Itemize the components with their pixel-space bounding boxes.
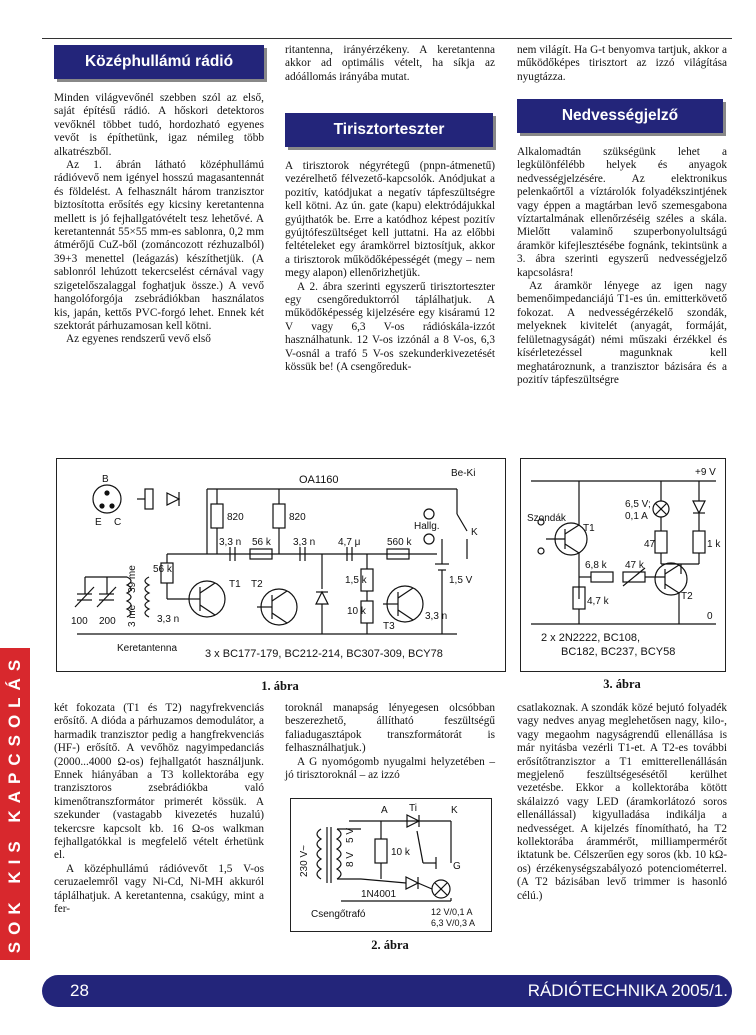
column-1-text bbox=[54, 92, 264, 347]
bottom-column-2-text bbox=[285, 702, 495, 782]
paragraph: A tirisztorok négyrétegű (pnpn-átmenetű) vezérelhető félvezető-kapcsolók. Anódjukat a pozitív, katódjukat a negatív tápfeszültségre kell kötni. Az ún. gate (kapu) elektródájukkal gyújthatók be. Erre a katódhoz képest pozitív gyújtófeszültséget kell juttatni. Ha az előbbi feltételeket egy áramkörrel biztosítjuk, akkor a tirisztorok működőképességét (megy – nem megy alapon) ellenőrizhetjük. bbox=[285, 160, 495, 280]
label-9v: +9 V bbox=[695, 467, 716, 478]
label-r47kb: 4,7 k bbox=[587, 596, 609, 607]
label-types-2: BC182, BC237, BCY58 bbox=[561, 646, 676, 658]
label-r47: 47 bbox=[644, 539, 656, 550]
column-3-text bbox=[517, 146, 727, 387]
section-title-tirisztorteszter: Tirisztorteszter bbox=[285, 113, 493, 147]
label-szondak: Szondák bbox=[527, 513, 566, 524]
label-beki: Be-Ki bbox=[451, 468, 476, 479]
label-5v: 5 V bbox=[345, 827, 356, 843]
paragraph: Minden világvevőnél szebben szól az első, saját építésű rádió. A hőskori detektoros vevőknél többet tudó, hordozható egyenes vevőt is építhetünk, igaz némileg több alkatrészből. bbox=[54, 92, 264, 158]
paragraph: Az 1. ábrán látható középhullámú rádióvevő nem igényel hosszú magasantennát és földelést. A felhasznált három tranzisztor biztosította erősítés egy kicsiny keretantenna mellett is jó fejhallgatóvételt tesz lehetővé. A keretantennát 55×55 mm-es sablonra, 0,2 mm átmérőjű CuZ-ből (zománcozott rézhuzalból) 39+3 menettel (leágazás) készíthetjük. (A sablonról lehúzott tekercselést cérnával vagy szigetelőszalaggal foghatjuk össze.) A vevő hangolóforgója zsebrádiókban használatos kis, japán, kettős PVC-forgó lehet. Ennek két szektorát párhuzamosan kell kötni. bbox=[54, 159, 264, 332]
label-zero: 0 bbox=[707, 611, 713, 622]
column-3-top-text bbox=[517, 44, 727, 84]
label-r15k: 1,5 k bbox=[345, 575, 367, 586]
label-t2: T2 bbox=[251, 579, 263, 590]
label-oa1160: OA1160 bbox=[299, 474, 339, 486]
paragraph: két fokozata (T1 és T2) nagyfrekvenciás erősítő. A dióda a párhuzamos demodulátor, a harmadik tranzisztor pedig a hangfrekvenciás (HF-) erősítő. A vevőhöz nagyimpedanciás (2000...4000 Ω-os) fejhallgatót használjunk. Ennek hiányában a T3 kollektorába egy tranzisztoros zsebrádiókba való kimenőtranszformátor primerét kössük. A szekunder (vastagabb kivezetés huzalú) tekercsre kapcsolt kb. 16 Ω-os walkman fejhallgatókkal is megfelelő vételt érhetünk el. bbox=[54, 702, 264, 862]
label-r68k: 6,8 k bbox=[585, 560, 607, 571]
label-r820a: 820 bbox=[227, 512, 244, 523]
figure-3-schematic bbox=[520, 458, 726, 672]
paragraph: toroknál manapság lényegesen olcsóbban beszerezhető, állítható feszültségű faliadugasztápok transzformátorát is felhasználhatjuk.) bbox=[285, 702, 495, 755]
label-csengotrafo: Csengőtrafó bbox=[311, 909, 366, 920]
label-b: B bbox=[102, 474, 109, 485]
column-2-text bbox=[285, 160, 495, 375]
label-c33d: 3,3 n bbox=[425, 611, 448, 622]
transistor-pinout-icon bbox=[93, 485, 121, 513]
magazine-issue: RÁDIÓTECHNIKA 2005/1. bbox=[527, 981, 728, 1000]
label-r560k: 560 k bbox=[387, 537, 412, 548]
column-2-top-text bbox=[285, 44, 495, 84]
figure-2-caption: 2. ábra bbox=[371, 938, 409, 952]
label-v15: 1,5 V bbox=[449, 575, 473, 586]
label-t1: T1 bbox=[583, 523, 595, 534]
label-r56kb: 56 k bbox=[153, 564, 172, 575]
figure-1-caption: 1. ábra bbox=[261, 679, 299, 693]
label-c: C bbox=[114, 517, 122, 528]
label-c100: 100 bbox=[71, 616, 88, 627]
label-t2: T2 bbox=[681, 591, 693, 602]
label-r820b: 820 bbox=[289, 512, 306, 523]
label-e: E bbox=[95, 517, 102, 528]
label-g: G bbox=[453, 861, 461, 872]
label-lamp-current: 0,1 A bbox=[625, 511, 648, 522]
figure-3-caption: 3. ábra bbox=[603, 677, 641, 691]
section-title-nedvessegjelzo: Nedvességjelző bbox=[517, 99, 723, 133]
figure-2-schematic bbox=[290, 798, 492, 932]
paragraph: Az egyenes rendszerű vevő első bbox=[66, 333, 211, 346]
paragraph: A 2. ábra szerinti egyszerű tirisztorteszter egy csengőreduktorról táplálhatjuk. A működőképesség kijelzésére egy kisáramú 12 V vagy 6,3 V-os rádióskála-izzót használhatunk. 12 V-os izzónál a 8 V-os, 6,3 V-osnál a trafó 5 V-os szekunderkivezetését kössük be! (A csengőreduk- bbox=[285, 280, 495, 374]
label-230v: 230 V~ bbox=[299, 845, 310, 877]
label-c33b: 3,3 n bbox=[293, 537, 316, 548]
sidebar-label: SOK KIS KAPCSOLÁS bbox=[5, 652, 24, 954]
label-lamp-6v: 6,3 V/0,3 A bbox=[431, 918, 476, 928]
label-c47: 4,7 μ bbox=[338, 537, 361, 548]
bottom-column-1-text bbox=[54, 702, 264, 917]
label-3me: 3 me bbox=[127, 604, 138, 627]
label-transistor-types: 3 x BC177-179, BC212-214, BC307-309, BCY78 bbox=[205, 648, 443, 660]
label-8v: 8 V bbox=[345, 851, 356, 867]
paragraph: Alkalomadtán szükségünk lehet a legkülönfélébb helyek és anyagok nedvességjelzésére. Az elektronikus pelenkaőrtől a víztárolók folyadékszintjének vagy éppen a magtárban levő szemesgabona víztartalmának ellenőrzéséig széles a skála. Mielőtt valaminő szuperbonyolultságú áramkör kifejlesztésébe fognánk, tekintsünk a 3. ábra szerinti egyszerű nedvességjelző kapcsolásra! bbox=[517, 146, 727, 279]
paragraph: csatlakoznak. A szondák közé bejutó folyadék vagy nedves anyag meglehetősen nagy, kilo-, vagy megaohm nagyságrendű ellenállása is már nyitásba vezérli T1-et. A T2-es további erősítőtranzisztor a T1 emitterellenállásán megjelenő feszültségesésétől kerülhet vezetésbe. Ekkor a kollektorába kötött skálaizzó vagy LED (áramkorlátozó soros ellenállással) kigyulladása indikálja a nedvességet. A kijelzés fínomítható, ha T2 kollektorába árammérőt, milliampermérőt iktatunk be. Célszerűen egy soros (kb. 10 kΩ-os) érzékenységszabályozó potenciométerrel. (A T2 bázisában levő trimmer is hasonló célú.) bbox=[517, 702, 727, 902]
label-39me: 39 me bbox=[127, 565, 138, 593]
label-a: A bbox=[381, 805, 388, 816]
label-r10k: 10 k bbox=[391, 847, 410, 858]
paragraph: A középhullámú rádióvevőt 1,5 V-os ceruzaelemről vagy Ni-Cd, Ni-MH akkuról táplálhatjuk. A keretantenna, csakúgy, mint a fer- bbox=[54, 862, 264, 916]
paragraph: A G nyomógomb nyugalmi helyzetében – jó tirisztoroknál – az izzó bbox=[285, 755, 495, 782]
label-r56k: 56 k bbox=[252, 537, 271, 548]
label-c200: 200 bbox=[99, 616, 116, 627]
label-r47k: 47 k bbox=[625, 560, 644, 571]
paragraph: nem világít. Ha G-t benyomva tartjuk, akkor a működőképes tirisztort az izzó világítása nyugtázza. bbox=[517, 44, 727, 83]
label-k: K bbox=[451, 805, 458, 816]
label-r1k: 1 k bbox=[707, 539, 721, 550]
label-ti: Ti bbox=[409, 803, 417, 814]
label-types-1: 2 x 2N2222, BC108, bbox=[541, 632, 641, 644]
label-hallg: Hallg. bbox=[414, 521, 440, 532]
label-k: K bbox=[471, 527, 478, 538]
label-t3: T3 bbox=[383, 621, 395, 632]
top-rule bbox=[42, 38, 732, 39]
label-c33a: 3,3 n bbox=[219, 537, 242, 548]
label-lamp-12v: 12 V/0,1 A bbox=[431, 907, 473, 917]
page-number: 28 bbox=[70, 981, 89, 1000]
label-c33c: 3,3 n bbox=[157, 614, 180, 625]
label-1n4001: 1N4001 bbox=[361, 889, 397, 900]
section-title-kozephullamu: Középhullámú rádió bbox=[54, 45, 264, 79]
paragraph: ritantenna, irányérzékeny. A keretantenna akkor ad optimális vételt, ha síkja az adóállomás irányába mutat. bbox=[285, 44, 495, 83]
paragraph: Az áramkör lényege az igen nagy bemenőimpedanciájú T1-es ún. emitterkövető fokozat. A nedvességérzékelő szondák, melyeknek kivitelét (anyagát, formáját, felületnagyságát) némi műszaki érzékkel és kísérletezéssel magunknak kell meghatároznunk, a tranzisztor bázisára és a pozitív tápfeszültségre bbox=[517, 280, 727, 386]
label-lamp-rating: 6,5 V; bbox=[625, 499, 651, 510]
label-r10k: 10 k bbox=[347, 606, 366, 617]
label-t1: T1 bbox=[229, 579, 241, 590]
figure-1-schematic bbox=[56, 458, 506, 672]
bottom-column-3-text bbox=[517, 702, 727, 903]
label-keretantenna: Keretantenna bbox=[117, 643, 178, 654]
